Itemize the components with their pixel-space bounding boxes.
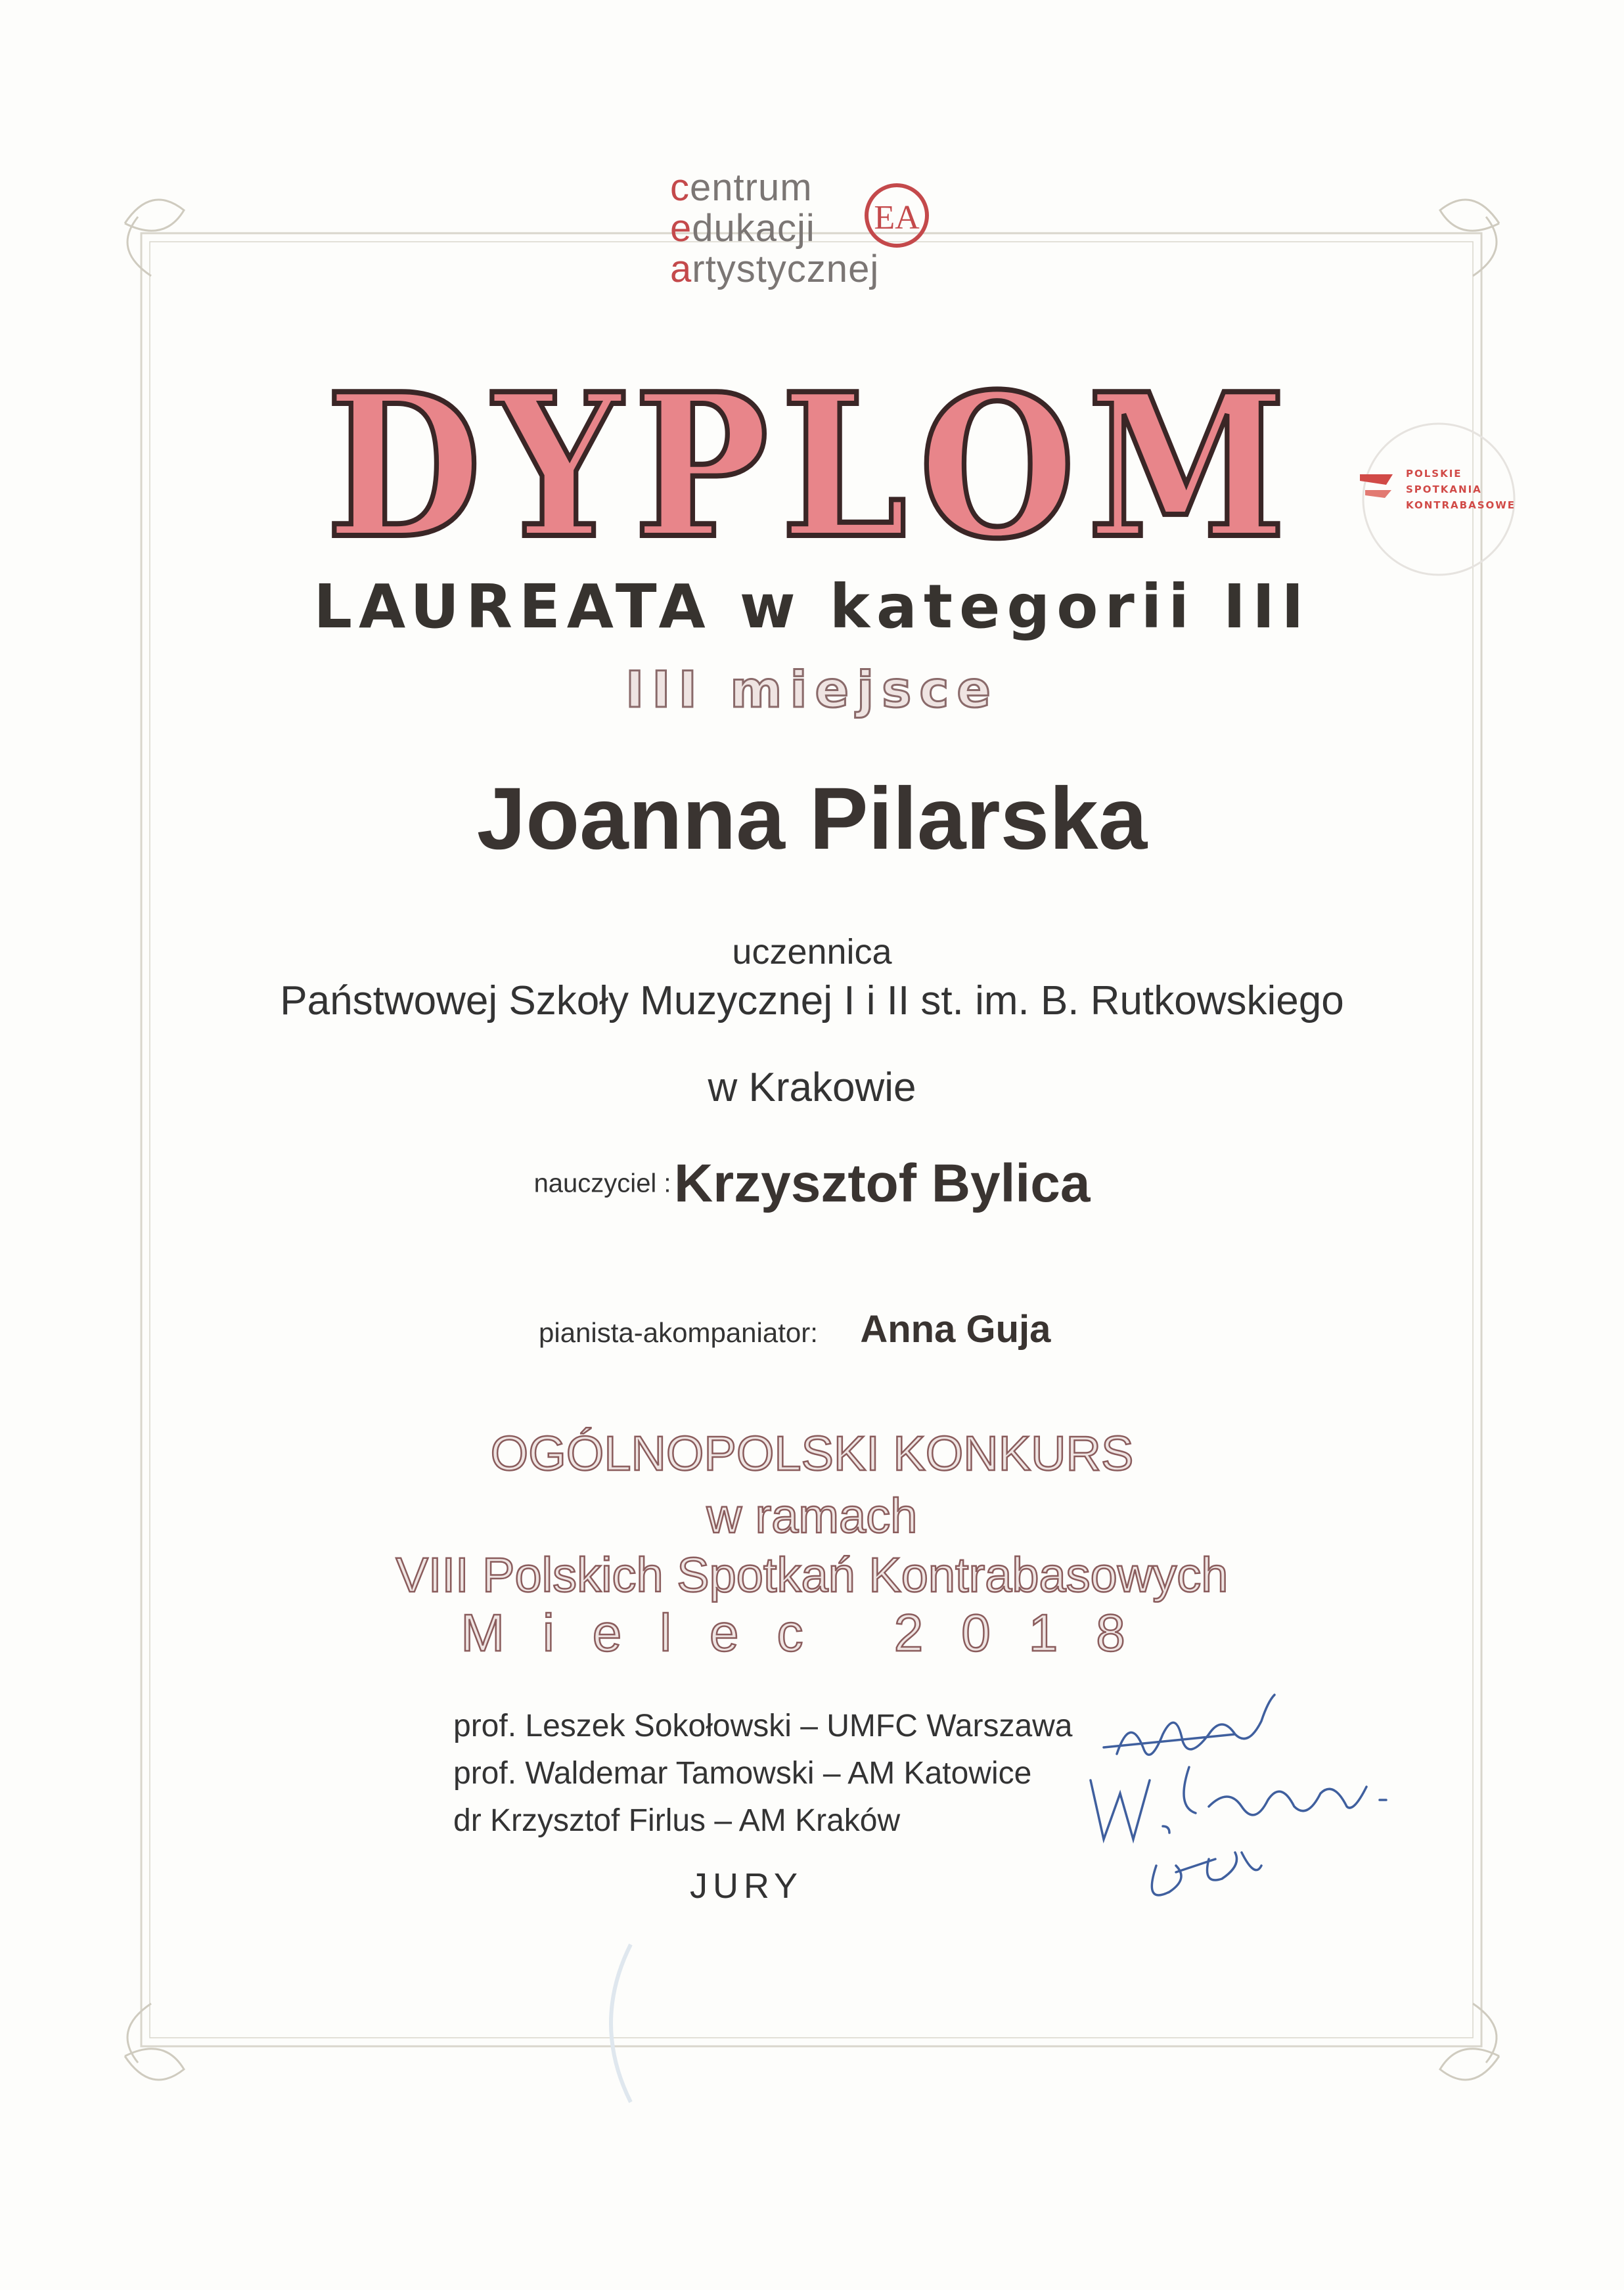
- partner-logo-line-3: KONTRABASOWE: [1406, 499, 1516, 511]
- pianist-label: pianista-akompaniator:: [539, 1317, 818, 1348]
- teacher-row: [0, 1153, 1624, 1215]
- competition-line-4: Mielec 2018: [461, 1604, 1163, 1662]
- watermark: [611, 1944, 631, 2102]
- jury-member: prof. Waldemar Tamowski – AM Katowice: [453, 1756, 1032, 1791]
- logo-line-1: centrum: [670, 166, 813, 209]
- jury-label: JURY: [690, 1866, 803, 1906]
- svg-text:EA: EA: [874, 199, 920, 236]
- place: III miejsce: [625, 660, 999, 719]
- logo-line-2: edukacji: [670, 207, 815, 250]
- subtitle: LAUREATA w kategorii III: [313, 572, 1311, 642]
- jury-member: prof. Leszek Sokołowski – UMFC Warszawa: [453, 1709, 1073, 1743]
- logo-line-3: artystycznej: [670, 248, 880, 290]
- pianist-row: [539, 1307, 1050, 1351]
- title-text: DYPLOM: [326, 350, 1298, 562]
- teacher-label: nauczyciel :: [533, 1169, 671, 1198]
- school-name: Państwowej Szkoły Muzycznej I i II st. im. B. Rutkowskiego: [280, 978, 1344, 1023]
- signature-1: [1104, 1695, 1274, 1755]
- jury-member: dr Krzysztof Firlus – AM Kraków: [453, 1803, 901, 1838]
- role: uczennica: [732, 932, 892, 972]
- partner-logo-line-2: SPOTKANIA: [1406, 483, 1482, 495]
- signature-2: [1091, 1767, 1386, 1839]
- competition-line-3: VIII Polskich Spotkań Kontrabasowych: [395, 1548, 1229, 1602]
- signatures: [1077, 1669, 1406, 1918]
- student-name: Joanna Pilarska: [476, 770, 1148, 868]
- competition-line-2: w ramach: [706, 1489, 918, 1543]
- cea-mark-icon: [854, 177, 939, 256]
- signature-3: [1152, 1852, 1261, 1895]
- teacher-name: Krzysztof Bylica: [674, 1154, 1091, 1213]
- competition-line-1: OGÓLNOPOLSKI KONKURS: [490, 1426, 1134, 1481]
- partner-logo-line-1: POLSKIE: [1406, 468, 1462, 480]
- city: w Krakowie: [708, 1065, 916, 1110]
- pianist-name: Anna Guja: [860, 1308, 1051, 1351]
- partner-logo: [1347, 420, 1544, 585]
